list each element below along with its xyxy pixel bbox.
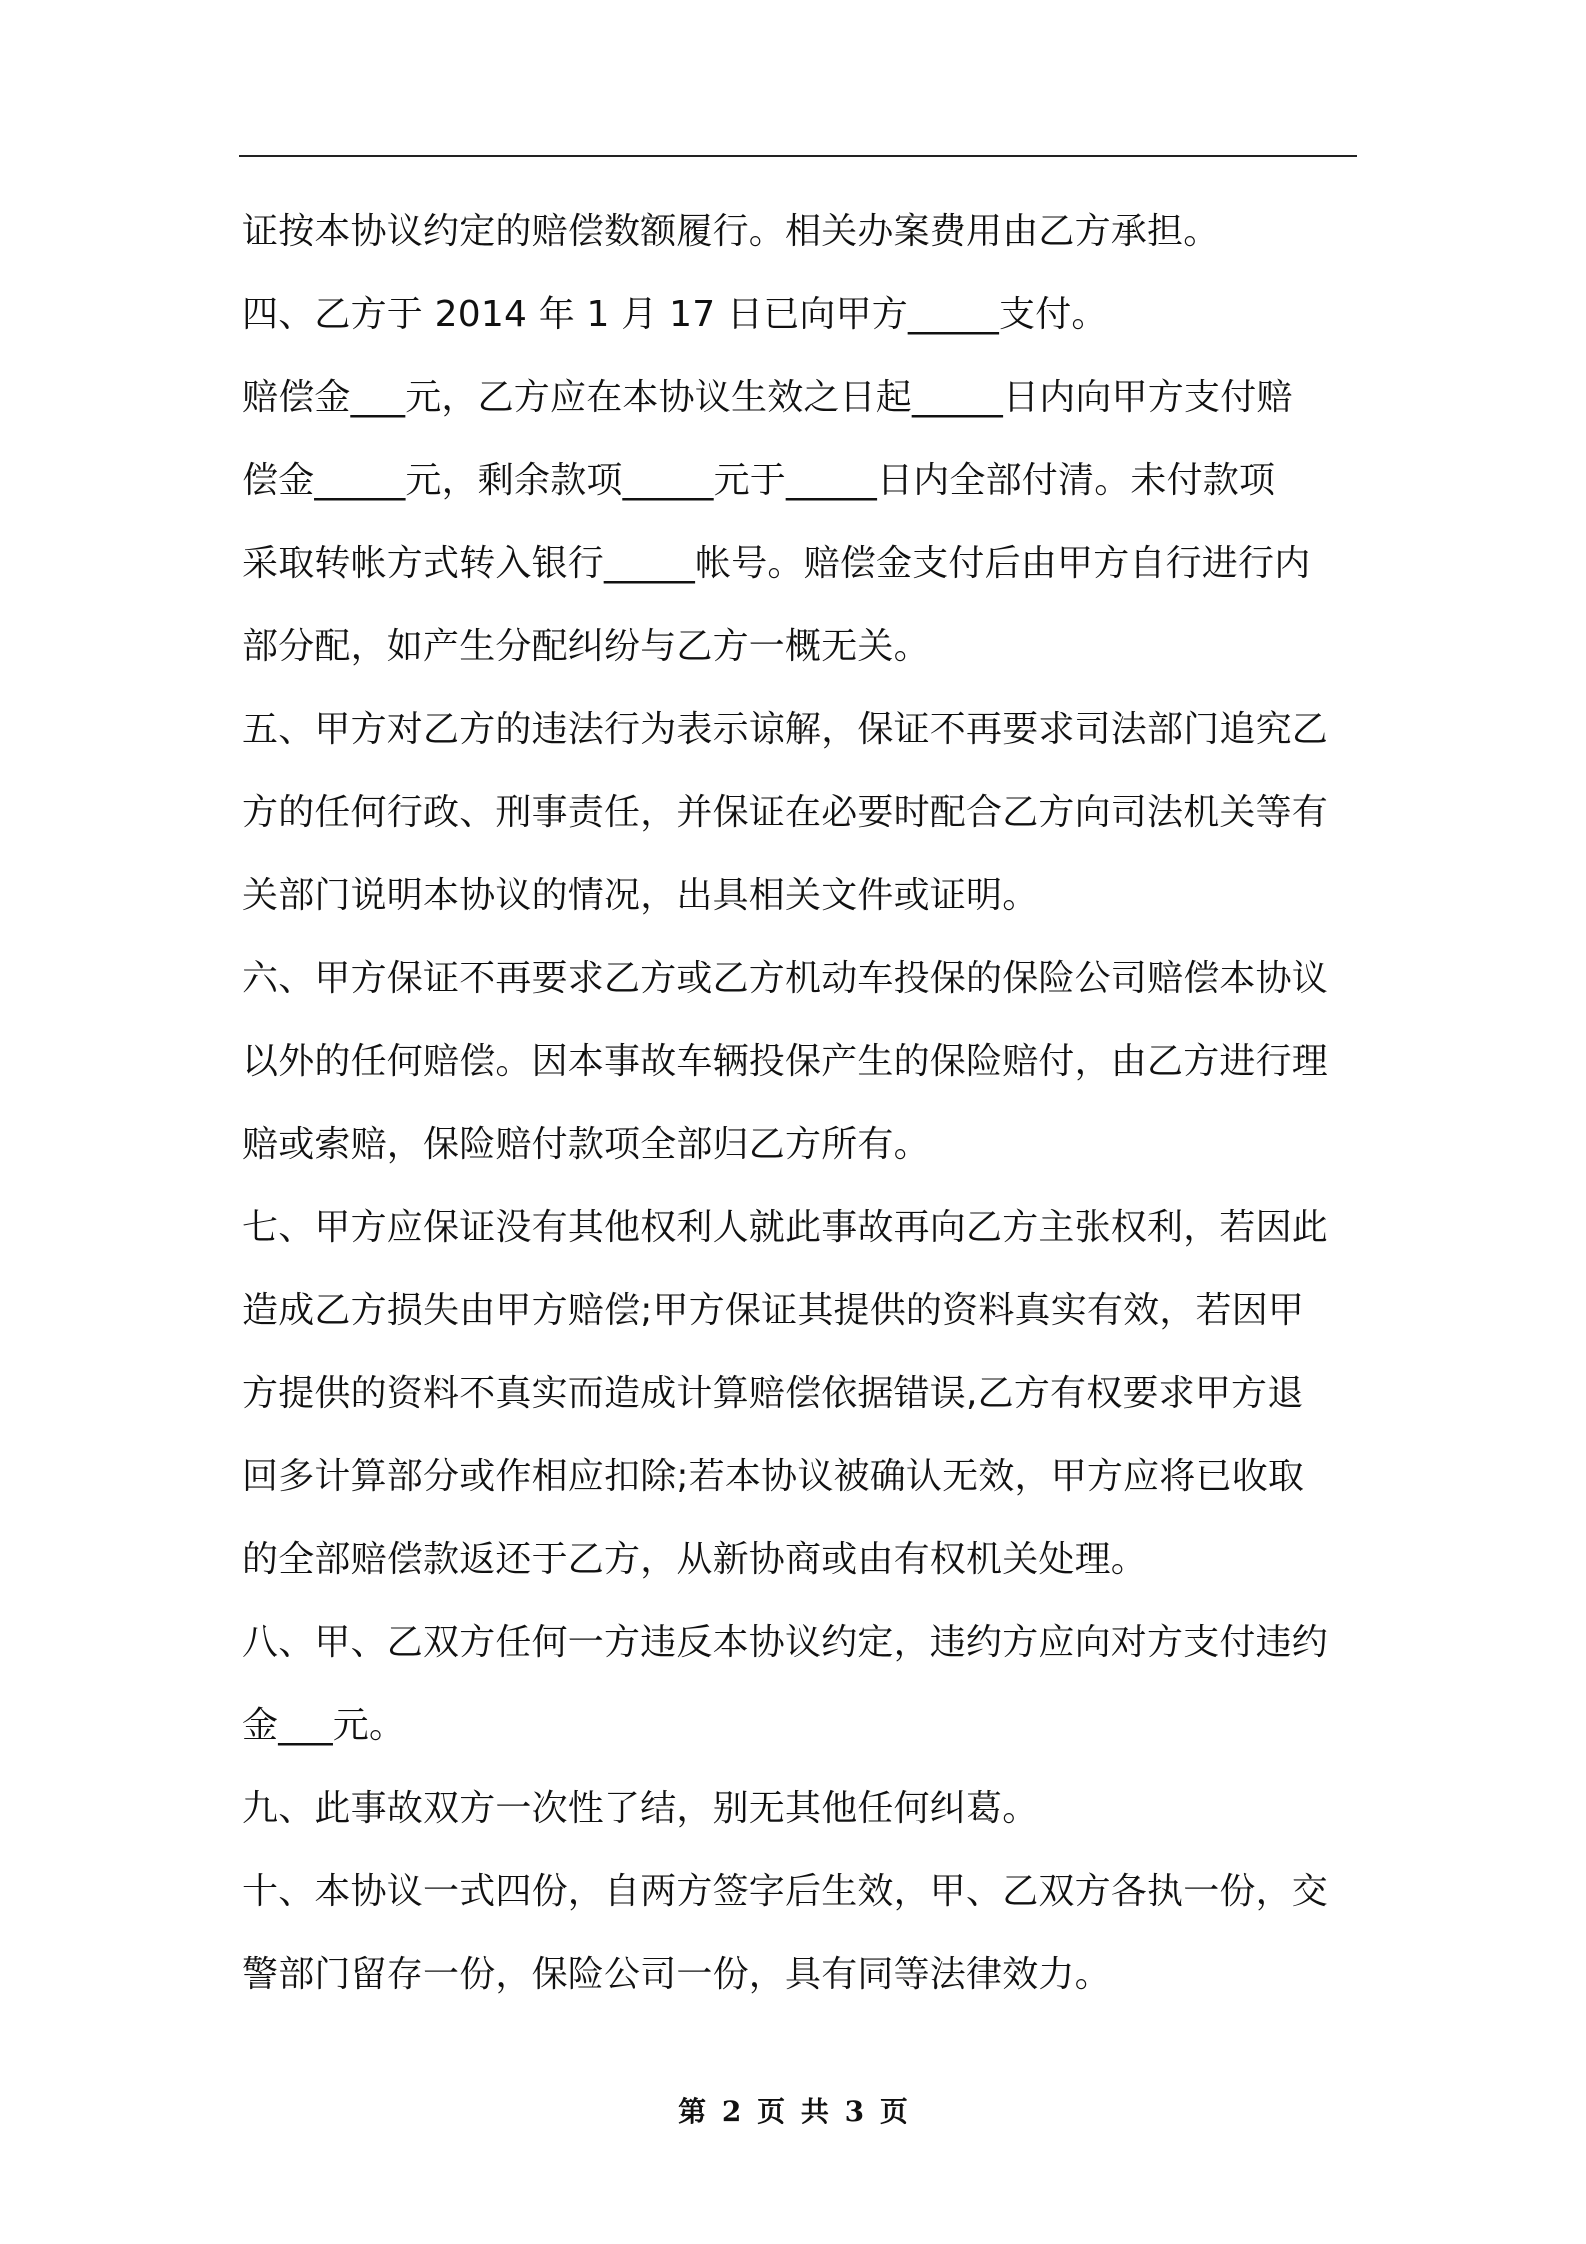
text-line: 金___元。 (242, 1705, 406, 1746)
text-line: 以外的任何赔偿。因本事故车辆投保产生的保险赔付，由乙方进行理 (242, 1041, 1329, 1082)
text-line: 四、乙方于 2014 年 1 月 17 日已向甲方_____支付。 (242, 294, 1108, 335)
text-line: 五、甲方对乙方的违法行为表示谅解，保证不再要求司法部门追究乙 (242, 709, 1329, 750)
text-line: 回多计算部分或作相应扣除;若本协议被确认无效，甲方应将已收取 (242, 1456, 1305, 1497)
text-line: 十、本协议一式四份，自两方签字后生效，甲、乙双方各执一份，交 (242, 1871, 1329, 1912)
page-number: 第 2 页 共 3 页 (678, 2095, 908, 2128)
text-line: 偿金_____元，剩余款项_____元于_____日内全部付清。未付款项 (242, 460, 1276, 501)
agreement-body (242, 199, 1362, 2025)
header-rule (239, 155, 1357, 157)
text-line: 部分配，如产生分配纠纷与乙方一概无关。 (242, 626, 930, 667)
text-line: 六、甲方保证不再要求乙方或乙方机动车投保的保险公司赔偿本协议 (242, 958, 1329, 999)
text-line: 七、甲方应保证没有其他权利人就此事故再向乙方主张权利，若因此 (242, 1207, 1329, 1248)
text-line: 方的任何行政、刑事责任，并保证在必要时配合乙方向司法机关等有 (242, 792, 1329, 833)
text-line: 证按本协议约定的赔偿数额履行。相关办案费用由乙方承担。 (242, 211, 1220, 252)
text-line: 警部门留存一份，保险公司一份，具有同等法律效力。 (242, 1954, 1111, 1995)
text-line: 九、此事故双方一次性了结，别无其他任何纠葛。 (242, 1788, 1039, 1829)
text-line: 赔偿金___元，乙方应在本协议生效之日起_____日内向甲方支付赔 (242, 377, 1293, 418)
text-line: 采取转帐方式转入银行_____帐号。赔偿金支付后由甲方自行进行内 (242, 543, 1311, 584)
text-line: 的全部赔偿款返还于乙方，从新协商或由有权机关处理。 (242, 1539, 1148, 1580)
text-line: 造成乙方损失由甲方赔偿;甲方保证其提供的资料真实有效，若因甲 (242, 1290, 1305, 1331)
text-line: 赔或索赔，保险赔付款项全部归乙方所有。 (242, 1124, 930, 1165)
text-line: 方提供的资料不真实而造成计算赔偿依据错误,乙方有权要求甲方退 (242, 1373, 1304, 1414)
text-line: 八、甲、乙双方任何一方违反本协议约定，违约方应向对方支付违约 (242, 1622, 1329, 1663)
text-line: 关部门说明本协议的情况，出具相关文件或证明。 (242, 875, 1039, 916)
